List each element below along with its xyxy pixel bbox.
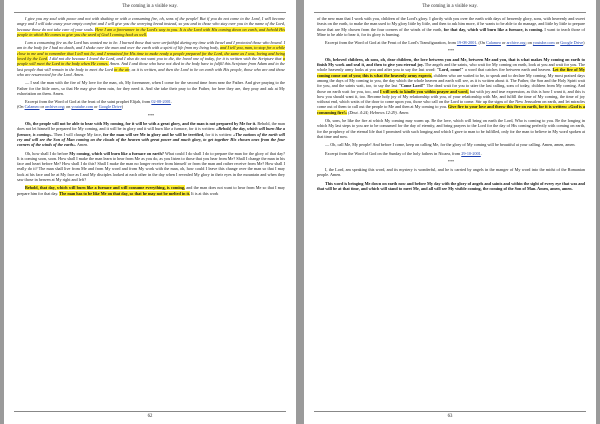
text-span: but with joy and true expression, as this is how I want it, and this is how you should want it, too. Become holy joy of My relationship with you, of your relationship with Me, and fulfill the time of My coming, the time of joy without end, which waits of the door to come upon you, those who call on the Lord to come. Stir up the signs of the New Jerusalem on earth, and let miracles come out of them to call out the people to Me and then at My coming to you. <box>317 88 585 110</box>
paragraph <box>17 151 285 183</box>
text-span: or <box>554 40 561 46</box>
excerpt-source <box>317 151 585 156</box>
text-span: Amen. <box>76 142 89 148</box>
paragraph <box>17 185 285 196</box>
text-span: The angels and the saints, who wait for My coming on earth, look at you and wait for you. The whole heavenly army looks at you and after you to say the last word: <box>317 62 585 73</box>
right-page-body <box>317 16 585 404</box>
text-span: and the man does not want to hear from Me so that I may prepare him for that day. <box>17 185 285 196</box>
text-span: or <box>93 104 99 110</box>
bold-text: My coming, which will burn like a furnace on earth? <box>69 150 164 156</box>
paragraph: — Oh, call Me, My people! And before I come, keep on calling Me, for the glory of My coming will be beautiful at your calling. Amen, amen, amen. <box>325 142 576 148</box>
paragraph <box>17 16 285 37</box>
paragraph <box>317 57 585 115</box>
page-number: 62 <box>14 411 286 421</box>
paragraph <box>317 16 585 37</box>
text-span: Oh, how shall I do before <box>25 150 70 156</box>
calameo-link[interactable]: Calameo <box>486 40 501 46</box>
text-span: I am a consuming fire as the Lord has wanted me to be. I burned those that were un-faithful during my time with Israel and I protected those who bowed. I am in the body for I had no death, and I shake over the man and over the earth with a spirit of life from my living body, <box>17 40 285 51</box>
running-header: The coming in a visible way. <box>314 3 586 13</box>
paragraph: I, the Lord, am speaking this word, and its mystery is wonderful, and he is carried by angels in the manger of My word into the midst of the Romanian people. Amen. <box>317 167 585 178</box>
text-span: or <box>500 40 507 46</box>
date-link[interactable]: 19-08-2001 <box>456 40 477 46</box>
text-span: Excerpt from the Word of God at the feast of the saint prophet Elijah, from <box>25 99 152 105</box>
bold-text: "Lord, come!" <box>436 67 464 73</box>
highlighted-text: The man has to be like Me on that day, so that he may not be melted in it. <box>59 190 191 196</box>
paragraph: — I seal the man with the fire of My love for the man, oh, My forerunner, when I come for the second time from near the Father. And give praying to the Father for the little ones, so that He may give them rain, for they need it. And she take their pray to the Father, for here they are, they pray and ask at My exhortation on them. Amen. <box>17 80 285 96</box>
bold-text: for that day, which will burn like a furnace, is coming. <box>443 26 544 32</box>
text-span: Excerpt from the Word of God at the Feast of the Lord's Transfiguration, from <box>325 40 457 46</box>
text-span: . <box>170 99 172 105</box>
text-span: Behold, the man does not let himself be prepared for My coming, and it will be in glory and it will burn like a furnace, for it is written: <box>17 121 285 132</box>
date-link[interactable]: 02-08-2001 <box>151 99 171 105</box>
left-page-body <box>17 16 285 404</box>
text-span: (On <box>17 104 25 110</box>
text-span: or <box>39 104 46 110</box>
text-span: I give you my soul with peace and not with shaking or with a consuming fire, oh, sons of the people! But if you do not come to the Lord, I will become angry and I will take away your empty comfort and I will give you the worrying bread instead, so you and to those who stay over you in the name of the Lord, because those do not take care of your souls. <box>17 16 285 32</box>
quote-text: «Behold, the day, which will burn like a furnace, is coming». <box>17 126 285 137</box>
highlighted-text: Here I am a forerunner in the Lord's way to you. It is the Lord with His coming down on earth, and behold His people in which He comes to give you the word of God I coming back as well. <box>17 26 285 37</box>
archive-link[interactable]: archive.org <box>45 104 64 110</box>
quote-text: «The nations of the earth will cry and will see the Son of Man coming on the clouds of the heaven with great power and much glory, to get together His chosen ones from the four corners of the winds of the earth». <box>17 131 285 148</box>
google-drive-link[interactable]: Google Drive <box>98 104 122 110</box>
text-span: . <box>480 150 482 156</box>
bold-text: "Come Lord!" <box>398 83 426 89</box>
text-span: ; on <box>525 40 533 46</box>
text-span: of the new man that I work with you, children of the Lord's glory. I glorify with you over the earth with days of heavenly glory, sons, with heavenly and sweet feasts on the earth, to make the man used to My glory little by little, and then to ask him more, if he wants to be able to do manage, and little by little to prepare those that are My chosen from the four corners of the winds of the earth, <box>317 16 585 32</box>
text-span: ) <box>583 40 585 46</box>
google-drive-link[interactable]: Google Drive <box>560 40 584 46</box>
highlighted-text: a people will meet the Lord in the body when He comes. <box>17 56 285 67</box>
archive-link[interactable]: archive.org <box>506 40 526 46</box>
highlighted-text: and I tell you, man, to stop for a while close to me and to remember that I tell not lie, and I remained for His time to make ready a people prepared for the Lord, the same as I was, loving and being loved by the Lord. <box>17 45 285 62</box>
youtube-link[interactable]: youtube.com <box>532 40 555 46</box>
section-separator: *** <box>447 48 455 54</box>
text-span: a word that catches fire between earth and heaven. <box>463 67 553 73</box>
text-span: The dead wait for you to utter the last calling, sons of today, children from My coming. And those on earth wait for you, too, and <box>317 83 586 94</box>
section-separator: *** <box>447 158 455 164</box>
paragraph <box>17 40 285 77</box>
calameo-link[interactable]: Calameo <box>24 104 40 110</box>
highlighted-text: Give fire to your love and throw this fire on earth, for it is written: «God is a consuming fire!» <box>317 104 585 115</box>
highlighted-text: in the air <box>114 66 130 72</box>
paragraph <box>17 121 285 147</box>
text-span: Then I will change My face, <box>52 131 104 137</box>
text-span: (Deut. 4:24; Hebrews 12:29). Amen. <box>347 109 410 115</box>
text-span: children who are waited to be, to speak and to declare My coming. My most praised days among the days of My coming to you, the day which the whole heaven and earth will see, as it is written about it. The Father, the Son and the Holy Spirit wait for you, and the saints wait, too, to say the last <box>317 72 585 89</box>
text-span: It is at this work <box>190 190 219 196</box>
running-header: The coming in a visible way. <box>14 3 286 13</box>
paragraph: This word is bringing Me down on earth now and before My day with the glory of angels and saints and within the sight of every eye that was and that will be at that time, and which will stand to meet Me, and all will see My visible coming, the coming of the Son of Man. Amen, amen, amen. <box>317 180 585 192</box>
text-span: I want to teach those of Mine to be able to bear it, for its glory is burning. <box>317 26 586 37</box>
left-page <box>4 0 296 424</box>
text-span: Amen. And I and those who have not died in the body have to fulfill this Scripture from Adam and to the last people that will remain in the body to meet the Lord <box>17 61 286 72</box>
highlighted-text: Behold, that day, which will burn like a furnace and will consume everything, is coming, <box>25 185 186 191</box>
text-span: ; on <box>63 104 72 110</box>
text-span: ) <box>121 104 124 110</box>
bold-text: Oh, the people will not be able to bear with My coming, for it will be with a great glory, and the man is not prepared by Me for it. <box>25 121 257 127</box>
text-span: What could I do shall I do to prepare the man for the glory of that day? It is coming soon, soon. How shall I make the man learn to hear from Me as you do, as you listen to those that you hear from Me? Shall I change the man in his face and heart before Me? How shall I do this? Shall I make the man no longer receive from himself or from the man and rather receive from Me? How shall I really do it? The man shall live from Me and from My word and from My work with the man, oh, how could I leave this change over the man so that I may look at his face and he at My face as I and My disciples looked at each other in the day when I revealed My glory in their eyes in the mountain and when they saw those in heaven at My right and left? <box>17 150 286 183</box>
text-span: , as it is written, and then the Lord to be on earth with His people, those who are and those who are resurrected for the Lord. Amen. <box>17 66 286 77</box>
excerpt-source <box>17 99 285 110</box>
text-span: (On <box>478 40 487 46</box>
excerpt-source <box>317 40 585 45</box>
text-span: Excerpt from the Word of God on the Sunday of the holy fathers in Nicaea, from <box>325 150 462 156</box>
page-number: 63 <box>314 411 586 421</box>
text-span: . <box>476 40 479 46</box>
text-span: I did not die because I loved the Lord, and I also do not want you to die, the loved one of today, for it is written with the Scripture that <box>48 56 283 62</box>
paragraph: Oh, sons, be like the fire at which My coming may warm up. Be the love, which will bring on earth the Lord, Who is coming to you. Be the longing in which My last steps to you are to be consumed for the day of eternity, and bring prayers to the Lord for the day of His coming perfectly with coming on earth, for the prophecy of the eternal life that I promised with such longing and which I gave to man to be fulfilled, only for the man to believe in My word spoken at that time and now. <box>317 118 585 139</box>
bold-text: Oh, beloved children, oh sons, oh, dear children, the love between you and Me, between Me and you, that is what makes My coming on earth to finish My work and seal it, and then to give you eternal joy. <box>317 56 585 68</box>
section-separator: *** <box>147 112 155 118</box>
text-span: for it is written: <box>204 131 234 137</box>
highlighted-text: I will seek to kindle you within prayer and word, <box>380 88 469 94</box>
bold-text: for the man will see Me in glory and he will be terrified, <box>103 131 205 137</box>
right-page <box>304 0 596 424</box>
date-link[interactable]: 29-10-2001 <box>461 150 481 156</box>
highlighted-text: Let the fire of My coming come out of you; this is what the heavenly army expects, <box>317 67 585 78</box>
youtube-link[interactable]: youtube.com <box>71 104 94 110</box>
